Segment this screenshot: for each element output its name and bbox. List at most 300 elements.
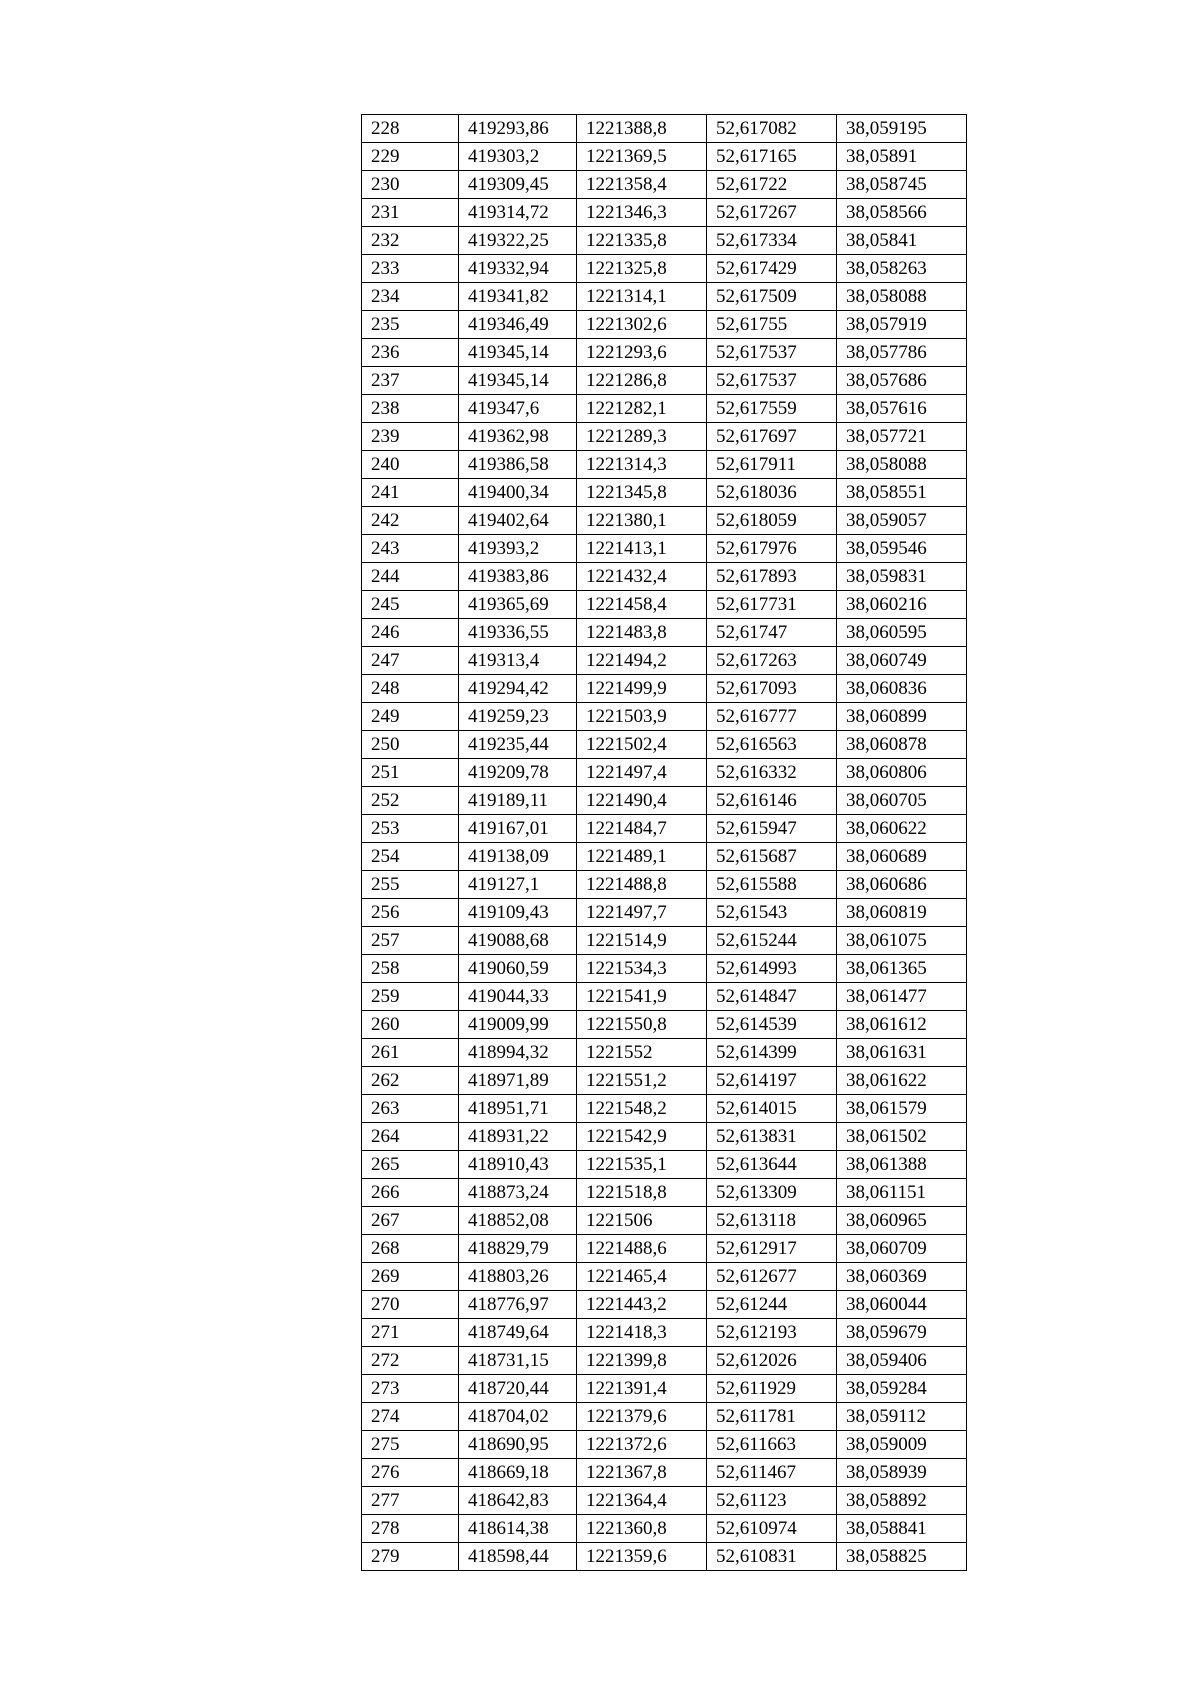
- y-coordinate-cell: 1221490,4: [577, 787, 707, 815]
- y-coordinate-cell: 1221372,6: [577, 1431, 707, 1459]
- latitude-cell: 52,61747: [707, 619, 837, 647]
- y-coordinate-cell: 1221502,4: [577, 731, 707, 759]
- point-number-cell: 261: [362, 1039, 459, 1067]
- x-coordinate-cell: 419400,34: [459, 479, 577, 507]
- point-number-cell: 275: [362, 1431, 459, 1459]
- table-row: [362, 1347, 967, 1375]
- table-row: [362, 1151, 967, 1179]
- table-row: [362, 255, 967, 283]
- y-coordinate-cell: 1221379,6: [577, 1403, 707, 1431]
- table-row: [362, 703, 967, 731]
- longitude-cell: 38,058892: [837, 1487, 967, 1515]
- latitude-cell: 52,617334: [707, 227, 837, 255]
- y-coordinate-cell: 1221418,3: [577, 1319, 707, 1347]
- latitude-cell: 52,617429: [707, 255, 837, 283]
- x-coordinate-cell: 418951,71: [459, 1095, 577, 1123]
- latitude-cell: 52,61543: [707, 899, 837, 927]
- latitude-cell: 52,618059: [707, 507, 837, 535]
- latitude-cell: 52,617559: [707, 395, 837, 423]
- y-coordinate-cell: 1221465,4: [577, 1263, 707, 1291]
- x-coordinate-cell: 418642,83: [459, 1487, 577, 1515]
- latitude-cell: 52,612026: [707, 1347, 837, 1375]
- latitude-cell: 52,611929: [707, 1375, 837, 1403]
- point-number-cell: 251: [362, 759, 459, 787]
- table-row: [362, 871, 967, 899]
- longitude-cell: 38,059831: [837, 563, 967, 591]
- point-number-cell: 257: [362, 927, 459, 955]
- x-coordinate-cell: 419345,14: [459, 339, 577, 367]
- longitude-cell: 38,05891: [837, 143, 967, 171]
- longitude-cell: 38,059406: [837, 1347, 967, 1375]
- y-coordinate-cell: 1221483,8: [577, 619, 707, 647]
- point-number-cell: 234: [362, 283, 459, 311]
- latitude-cell: 52,613644: [707, 1151, 837, 1179]
- longitude-cell: 38,060595: [837, 619, 967, 647]
- latitude-cell: 52,613831: [707, 1123, 837, 1151]
- longitude-cell: 38,060878: [837, 731, 967, 759]
- latitude-cell: 52,614847: [707, 983, 837, 1011]
- y-coordinate-cell: 1221514,9: [577, 927, 707, 955]
- table-row: [362, 1039, 967, 1067]
- point-number-cell: 255: [362, 871, 459, 899]
- y-coordinate-cell: 1221364,4: [577, 1487, 707, 1515]
- point-number-cell: 236: [362, 339, 459, 367]
- x-coordinate-cell: 419332,94: [459, 255, 577, 283]
- latitude-cell: 52,614993: [707, 955, 837, 983]
- x-coordinate-cell: 419259,23: [459, 703, 577, 731]
- table-row: [362, 1263, 967, 1291]
- table-row: [362, 115, 967, 143]
- latitude-cell: 52,610831: [707, 1543, 837, 1571]
- y-coordinate-cell: 1221369,5: [577, 143, 707, 171]
- point-number-cell: 242: [362, 507, 459, 535]
- latitude-cell: 52,610974: [707, 1515, 837, 1543]
- point-number-cell: 266: [362, 1179, 459, 1207]
- table-row: [362, 619, 967, 647]
- x-coordinate-cell: 419393,2: [459, 535, 577, 563]
- y-coordinate-cell: 1221550,8: [577, 1011, 707, 1039]
- longitude-cell: 38,060709: [837, 1235, 967, 1263]
- table-row: [362, 1459, 967, 1487]
- point-number-cell: 263: [362, 1095, 459, 1123]
- table-row: [362, 815, 967, 843]
- point-number-cell: 240: [362, 451, 459, 479]
- latitude-cell: 52,61244: [707, 1291, 837, 1319]
- table-row: [362, 451, 967, 479]
- latitude-cell: 52,611781: [707, 1403, 837, 1431]
- longitude-cell: 38,058263: [837, 255, 967, 283]
- table-row: [362, 283, 967, 311]
- table-row: [362, 927, 967, 955]
- longitude-cell: 38,060369: [837, 1263, 967, 1291]
- x-coordinate-cell: 419386,58: [459, 451, 577, 479]
- x-coordinate-cell: 419402,64: [459, 507, 577, 535]
- latitude-cell: 52,615947: [707, 815, 837, 843]
- latitude-cell: 52,617893: [707, 563, 837, 591]
- y-coordinate-cell: 1221443,2: [577, 1291, 707, 1319]
- longitude-cell: 38,061579: [837, 1095, 967, 1123]
- table-row: [362, 1431, 967, 1459]
- longitude-cell: 38,059009: [837, 1431, 967, 1459]
- longitude-cell: 38,060689: [837, 843, 967, 871]
- point-number-cell: 229: [362, 143, 459, 171]
- longitude-cell: 38,061388: [837, 1151, 967, 1179]
- longitude-cell: 38,059195: [837, 115, 967, 143]
- latitude-cell: 52,613309: [707, 1179, 837, 1207]
- x-coordinate-cell: 418614,38: [459, 1515, 577, 1543]
- y-coordinate-cell: 1221314,3: [577, 451, 707, 479]
- y-coordinate-cell: 1221325,8: [577, 255, 707, 283]
- point-number-cell: 249: [362, 703, 459, 731]
- point-number-cell: 274: [362, 1403, 459, 1431]
- point-number-cell: 269: [362, 1263, 459, 1291]
- table-row: [362, 647, 967, 675]
- y-coordinate-cell: 1221488,8: [577, 871, 707, 899]
- x-coordinate-cell: 419235,44: [459, 731, 577, 759]
- y-coordinate-cell: 1221399,8: [577, 1347, 707, 1375]
- point-number-cell: 270: [362, 1291, 459, 1319]
- longitude-cell: 38,058551: [837, 479, 967, 507]
- y-coordinate-cell: 1221289,3: [577, 423, 707, 451]
- y-coordinate-cell: 1221360,8: [577, 1515, 707, 1543]
- longitude-cell: 38,060806: [837, 759, 967, 787]
- x-coordinate-cell: 418776,97: [459, 1291, 577, 1319]
- longitude-cell: 38,058841: [837, 1515, 967, 1543]
- latitude-cell: 52,617093: [707, 675, 837, 703]
- latitude-cell: 52,614197: [707, 1067, 837, 1095]
- point-number-cell: 278: [362, 1515, 459, 1543]
- x-coordinate-cell: 418690,95: [459, 1431, 577, 1459]
- table-row: [362, 311, 967, 339]
- x-coordinate-cell: 419309,45: [459, 171, 577, 199]
- y-coordinate-cell: 1221286,8: [577, 367, 707, 395]
- longitude-cell: 38,057786: [837, 339, 967, 367]
- table-row: [362, 1403, 967, 1431]
- table-row: [362, 1319, 967, 1347]
- table-row: [362, 731, 967, 759]
- point-number-cell: 246: [362, 619, 459, 647]
- x-coordinate-cell: 419341,82: [459, 283, 577, 311]
- latitude-cell: 52,612677: [707, 1263, 837, 1291]
- latitude-cell: 52,612193: [707, 1319, 837, 1347]
- y-coordinate-cell: 1221534,3: [577, 955, 707, 983]
- x-coordinate-cell: 419347,6: [459, 395, 577, 423]
- table-row: [362, 479, 967, 507]
- table-row: [362, 1235, 967, 1263]
- longitude-cell: 38,059057: [837, 507, 967, 535]
- latitude-cell: 52,614399: [707, 1039, 837, 1067]
- point-number-cell: 265: [362, 1151, 459, 1179]
- latitude-cell: 52,617263: [707, 647, 837, 675]
- point-number-cell: 276: [362, 1459, 459, 1487]
- latitude-cell: 52,617537: [707, 367, 837, 395]
- y-coordinate-cell: 1221413,1: [577, 535, 707, 563]
- y-coordinate-cell: 1221499,9: [577, 675, 707, 703]
- x-coordinate-cell: 419303,2: [459, 143, 577, 171]
- latitude-cell: 52,617731: [707, 591, 837, 619]
- point-number-cell: 277: [362, 1487, 459, 1515]
- y-coordinate-cell: 1221314,1: [577, 283, 707, 311]
- point-number-cell: 243: [362, 535, 459, 563]
- point-number-cell: 267: [362, 1207, 459, 1235]
- longitude-cell: 38,061365: [837, 955, 967, 983]
- y-coordinate-cell: 1221552: [577, 1039, 707, 1067]
- point-number-cell: 260: [362, 1011, 459, 1039]
- point-number-cell: 271: [362, 1319, 459, 1347]
- point-number-cell: 235: [362, 311, 459, 339]
- longitude-cell: 38,058088: [837, 283, 967, 311]
- table-row: [362, 1011, 967, 1039]
- latitude-cell: 52,617267: [707, 199, 837, 227]
- latitude-cell: 52,614539: [707, 1011, 837, 1039]
- x-coordinate-cell: 419336,55: [459, 619, 577, 647]
- x-coordinate-cell: 418910,43: [459, 1151, 577, 1179]
- longitude-cell: 38,057721: [837, 423, 967, 451]
- table-row: [362, 759, 967, 787]
- table-row: [362, 143, 967, 171]
- longitude-cell: 38,060749: [837, 647, 967, 675]
- point-number-cell: 230: [362, 171, 459, 199]
- longitude-cell: 38,060044: [837, 1291, 967, 1319]
- latitude-cell: 52,611663: [707, 1431, 837, 1459]
- latitude-cell: 52,617509: [707, 283, 837, 311]
- latitude-cell: 52,615244: [707, 927, 837, 955]
- point-number-cell: 273: [362, 1375, 459, 1403]
- y-coordinate-cell: 1221548,2: [577, 1095, 707, 1123]
- longitude-cell: 38,057686: [837, 367, 967, 395]
- longitude-cell: 38,061631: [837, 1039, 967, 1067]
- longitude-cell: 38,060622: [837, 815, 967, 843]
- longitude-cell: 38,060216: [837, 591, 967, 619]
- longitude-cell: 38,060819: [837, 899, 967, 927]
- x-coordinate-cell: 419060,59: [459, 955, 577, 983]
- table-row: [362, 1207, 967, 1235]
- point-number-cell: 233: [362, 255, 459, 283]
- x-coordinate-cell: 418749,64: [459, 1319, 577, 1347]
- longitude-cell: 38,059284: [837, 1375, 967, 1403]
- point-number-cell: 244: [362, 563, 459, 591]
- y-coordinate-cell: 1221458,4: [577, 591, 707, 619]
- point-number-cell: 241: [362, 479, 459, 507]
- latitude-cell: 52,615588: [707, 871, 837, 899]
- point-number-cell: 228: [362, 115, 459, 143]
- y-coordinate-cell: 1221497,4: [577, 759, 707, 787]
- point-number-cell: 239: [362, 423, 459, 451]
- table-row: [362, 423, 967, 451]
- x-coordinate-cell: 418669,18: [459, 1459, 577, 1487]
- y-coordinate-cell: 1221388,8: [577, 115, 707, 143]
- longitude-cell: 38,059112: [837, 1403, 967, 1431]
- y-coordinate-cell: 1221359,6: [577, 1543, 707, 1571]
- point-number-cell: 268: [362, 1235, 459, 1263]
- longitude-cell: 38,059679: [837, 1319, 967, 1347]
- table-row: [362, 983, 967, 1011]
- y-coordinate-cell: 1221489,1: [577, 843, 707, 871]
- y-coordinate-cell: 1221535,1: [577, 1151, 707, 1179]
- table-row: [362, 591, 967, 619]
- x-coordinate-cell: 419138,09: [459, 843, 577, 871]
- point-number-cell: 272: [362, 1347, 459, 1375]
- longitude-cell: 38,060686: [837, 871, 967, 899]
- latitude-cell: 52,616146: [707, 787, 837, 815]
- table-row: [362, 1179, 967, 1207]
- x-coordinate-cell: 419294,42: [459, 675, 577, 703]
- point-number-cell: 250: [362, 731, 459, 759]
- x-coordinate-cell: 419209,78: [459, 759, 577, 787]
- x-coordinate-cell: 419189,11: [459, 787, 577, 815]
- longitude-cell: 38,059546: [837, 535, 967, 563]
- x-coordinate-cell: 418852,08: [459, 1207, 577, 1235]
- table-row: [362, 339, 967, 367]
- y-coordinate-cell: 1221367,8: [577, 1459, 707, 1487]
- longitude-cell: 38,058745: [837, 171, 967, 199]
- latitude-cell: 52,61755: [707, 311, 837, 339]
- point-number-cell: 238: [362, 395, 459, 423]
- longitude-cell: 38,060965: [837, 1207, 967, 1235]
- y-coordinate-cell: 1221541,9: [577, 983, 707, 1011]
- longitude-cell: 38,057616: [837, 395, 967, 423]
- x-coordinate-cell: 418931,22: [459, 1123, 577, 1151]
- point-number-cell: 252: [362, 787, 459, 815]
- latitude-cell: 52,615687: [707, 843, 837, 871]
- y-coordinate-cell: 1221335,8: [577, 227, 707, 255]
- y-coordinate-cell: 1221302,6: [577, 311, 707, 339]
- latitude-cell: 52,612917: [707, 1235, 837, 1263]
- point-number-cell: 237: [362, 367, 459, 395]
- x-coordinate-cell: 419127,1: [459, 871, 577, 899]
- table-row: [362, 955, 967, 983]
- latitude-cell: 52,617976: [707, 535, 837, 563]
- x-coordinate-cell: 419313,4: [459, 647, 577, 675]
- y-coordinate-cell: 1221345,8: [577, 479, 707, 507]
- table-row: [362, 507, 967, 535]
- table-row: [362, 563, 967, 591]
- y-coordinate-cell: 1221542,9: [577, 1123, 707, 1151]
- latitude-cell: 52,617165: [707, 143, 837, 171]
- y-coordinate-cell: 1221293,6: [577, 339, 707, 367]
- point-number-cell: 247: [362, 647, 459, 675]
- longitude-cell: 38,058566: [837, 199, 967, 227]
- y-coordinate-cell: 1221391,4: [577, 1375, 707, 1403]
- x-coordinate-cell: 419167,01: [459, 815, 577, 843]
- point-number-cell: 245: [362, 591, 459, 619]
- latitude-cell: 52,618036: [707, 479, 837, 507]
- y-coordinate-cell: 1221506: [577, 1207, 707, 1235]
- latitude-cell: 52,614015: [707, 1095, 837, 1123]
- latitude-cell: 52,617537: [707, 339, 837, 367]
- point-number-cell: 264: [362, 1123, 459, 1151]
- y-coordinate-cell: 1221488,6: [577, 1235, 707, 1263]
- x-coordinate-cell: 419044,33: [459, 983, 577, 1011]
- latitude-cell: 52,616563: [707, 731, 837, 759]
- latitude-cell: 52,617082: [707, 115, 837, 143]
- table-row: [362, 1291, 967, 1319]
- x-coordinate-cell: 419365,69: [459, 591, 577, 619]
- y-coordinate-cell: 1221518,8: [577, 1179, 707, 1207]
- x-coordinate-cell: 418598,44: [459, 1543, 577, 1571]
- y-coordinate-cell: 1221551,2: [577, 1067, 707, 1095]
- x-coordinate-cell: 418731,15: [459, 1347, 577, 1375]
- longitude-cell: 38,058088: [837, 451, 967, 479]
- longitude-cell: 38,061502: [837, 1123, 967, 1151]
- latitude-cell: 52,61722: [707, 171, 837, 199]
- table-row: [362, 395, 967, 423]
- table-row: [362, 535, 967, 563]
- table-row: [362, 171, 967, 199]
- x-coordinate-cell: 419345,14: [459, 367, 577, 395]
- y-coordinate-cell: 1221503,9: [577, 703, 707, 731]
- point-number-cell: 248: [362, 675, 459, 703]
- table-row: [362, 1095, 967, 1123]
- x-coordinate-cell: 419346,49: [459, 311, 577, 339]
- longitude-cell: 38,058939: [837, 1459, 967, 1487]
- point-number-cell: 231: [362, 199, 459, 227]
- longitude-cell: 38,060899: [837, 703, 967, 731]
- table-row: [362, 227, 967, 255]
- y-coordinate-cell: 1221282,1: [577, 395, 707, 423]
- table-row: [362, 1375, 967, 1403]
- point-number-cell: 262: [362, 1067, 459, 1095]
- latitude-cell: 52,617697: [707, 423, 837, 451]
- table-row: [362, 899, 967, 927]
- table-row: [362, 1067, 967, 1095]
- longitude-cell: 38,061151: [837, 1179, 967, 1207]
- table-row: [362, 1123, 967, 1151]
- x-coordinate-cell: 419009,99: [459, 1011, 577, 1039]
- latitude-cell: 52,61123: [707, 1487, 837, 1515]
- table-row: [362, 199, 967, 227]
- latitude-cell: 52,616777: [707, 703, 837, 731]
- y-coordinate-cell: 1221346,3: [577, 199, 707, 227]
- y-coordinate-cell: 1221432,4: [577, 563, 707, 591]
- y-coordinate-cell: 1221484,7: [577, 815, 707, 843]
- x-coordinate-cell: 418720,44: [459, 1375, 577, 1403]
- x-coordinate-cell: 419362,98: [459, 423, 577, 451]
- longitude-cell: 38,061612: [837, 1011, 967, 1039]
- x-coordinate-cell: 419314,72: [459, 199, 577, 227]
- x-coordinate-cell: 419293,86: [459, 115, 577, 143]
- latitude-cell: 52,613118: [707, 1207, 837, 1235]
- x-coordinate-cell: 418971,89: [459, 1067, 577, 1095]
- point-number-cell: 279: [362, 1543, 459, 1571]
- point-number-cell: 256: [362, 899, 459, 927]
- coordinates-table: [361, 114, 967, 1571]
- table-row: [362, 675, 967, 703]
- x-coordinate-cell: 419322,25: [459, 227, 577, 255]
- table-row: [362, 1543, 967, 1571]
- longitude-cell: 38,060836: [837, 675, 967, 703]
- longitude-cell: 38,05841: [837, 227, 967, 255]
- table-row: [362, 367, 967, 395]
- longitude-cell: 38,058825: [837, 1543, 967, 1571]
- longitude-cell: 38,061075: [837, 927, 967, 955]
- point-number-cell: 254: [362, 843, 459, 871]
- coordinates-table-body: [362, 115, 967, 1571]
- y-coordinate-cell: 1221494,2: [577, 647, 707, 675]
- table-row: [362, 1515, 967, 1543]
- x-coordinate-cell: 419383,86: [459, 563, 577, 591]
- point-number-cell: 259: [362, 983, 459, 1011]
- x-coordinate-cell: 419088,68: [459, 927, 577, 955]
- longitude-cell: 38,057919: [837, 311, 967, 339]
- longitude-cell: 38,061622: [837, 1067, 967, 1095]
- latitude-cell: 52,611467: [707, 1459, 837, 1487]
- x-coordinate-cell: 418829,79: [459, 1235, 577, 1263]
- latitude-cell: 52,617911: [707, 451, 837, 479]
- longitude-cell: 38,061477: [837, 983, 967, 1011]
- table-row: [362, 787, 967, 815]
- x-coordinate-cell: 418873,24: [459, 1179, 577, 1207]
